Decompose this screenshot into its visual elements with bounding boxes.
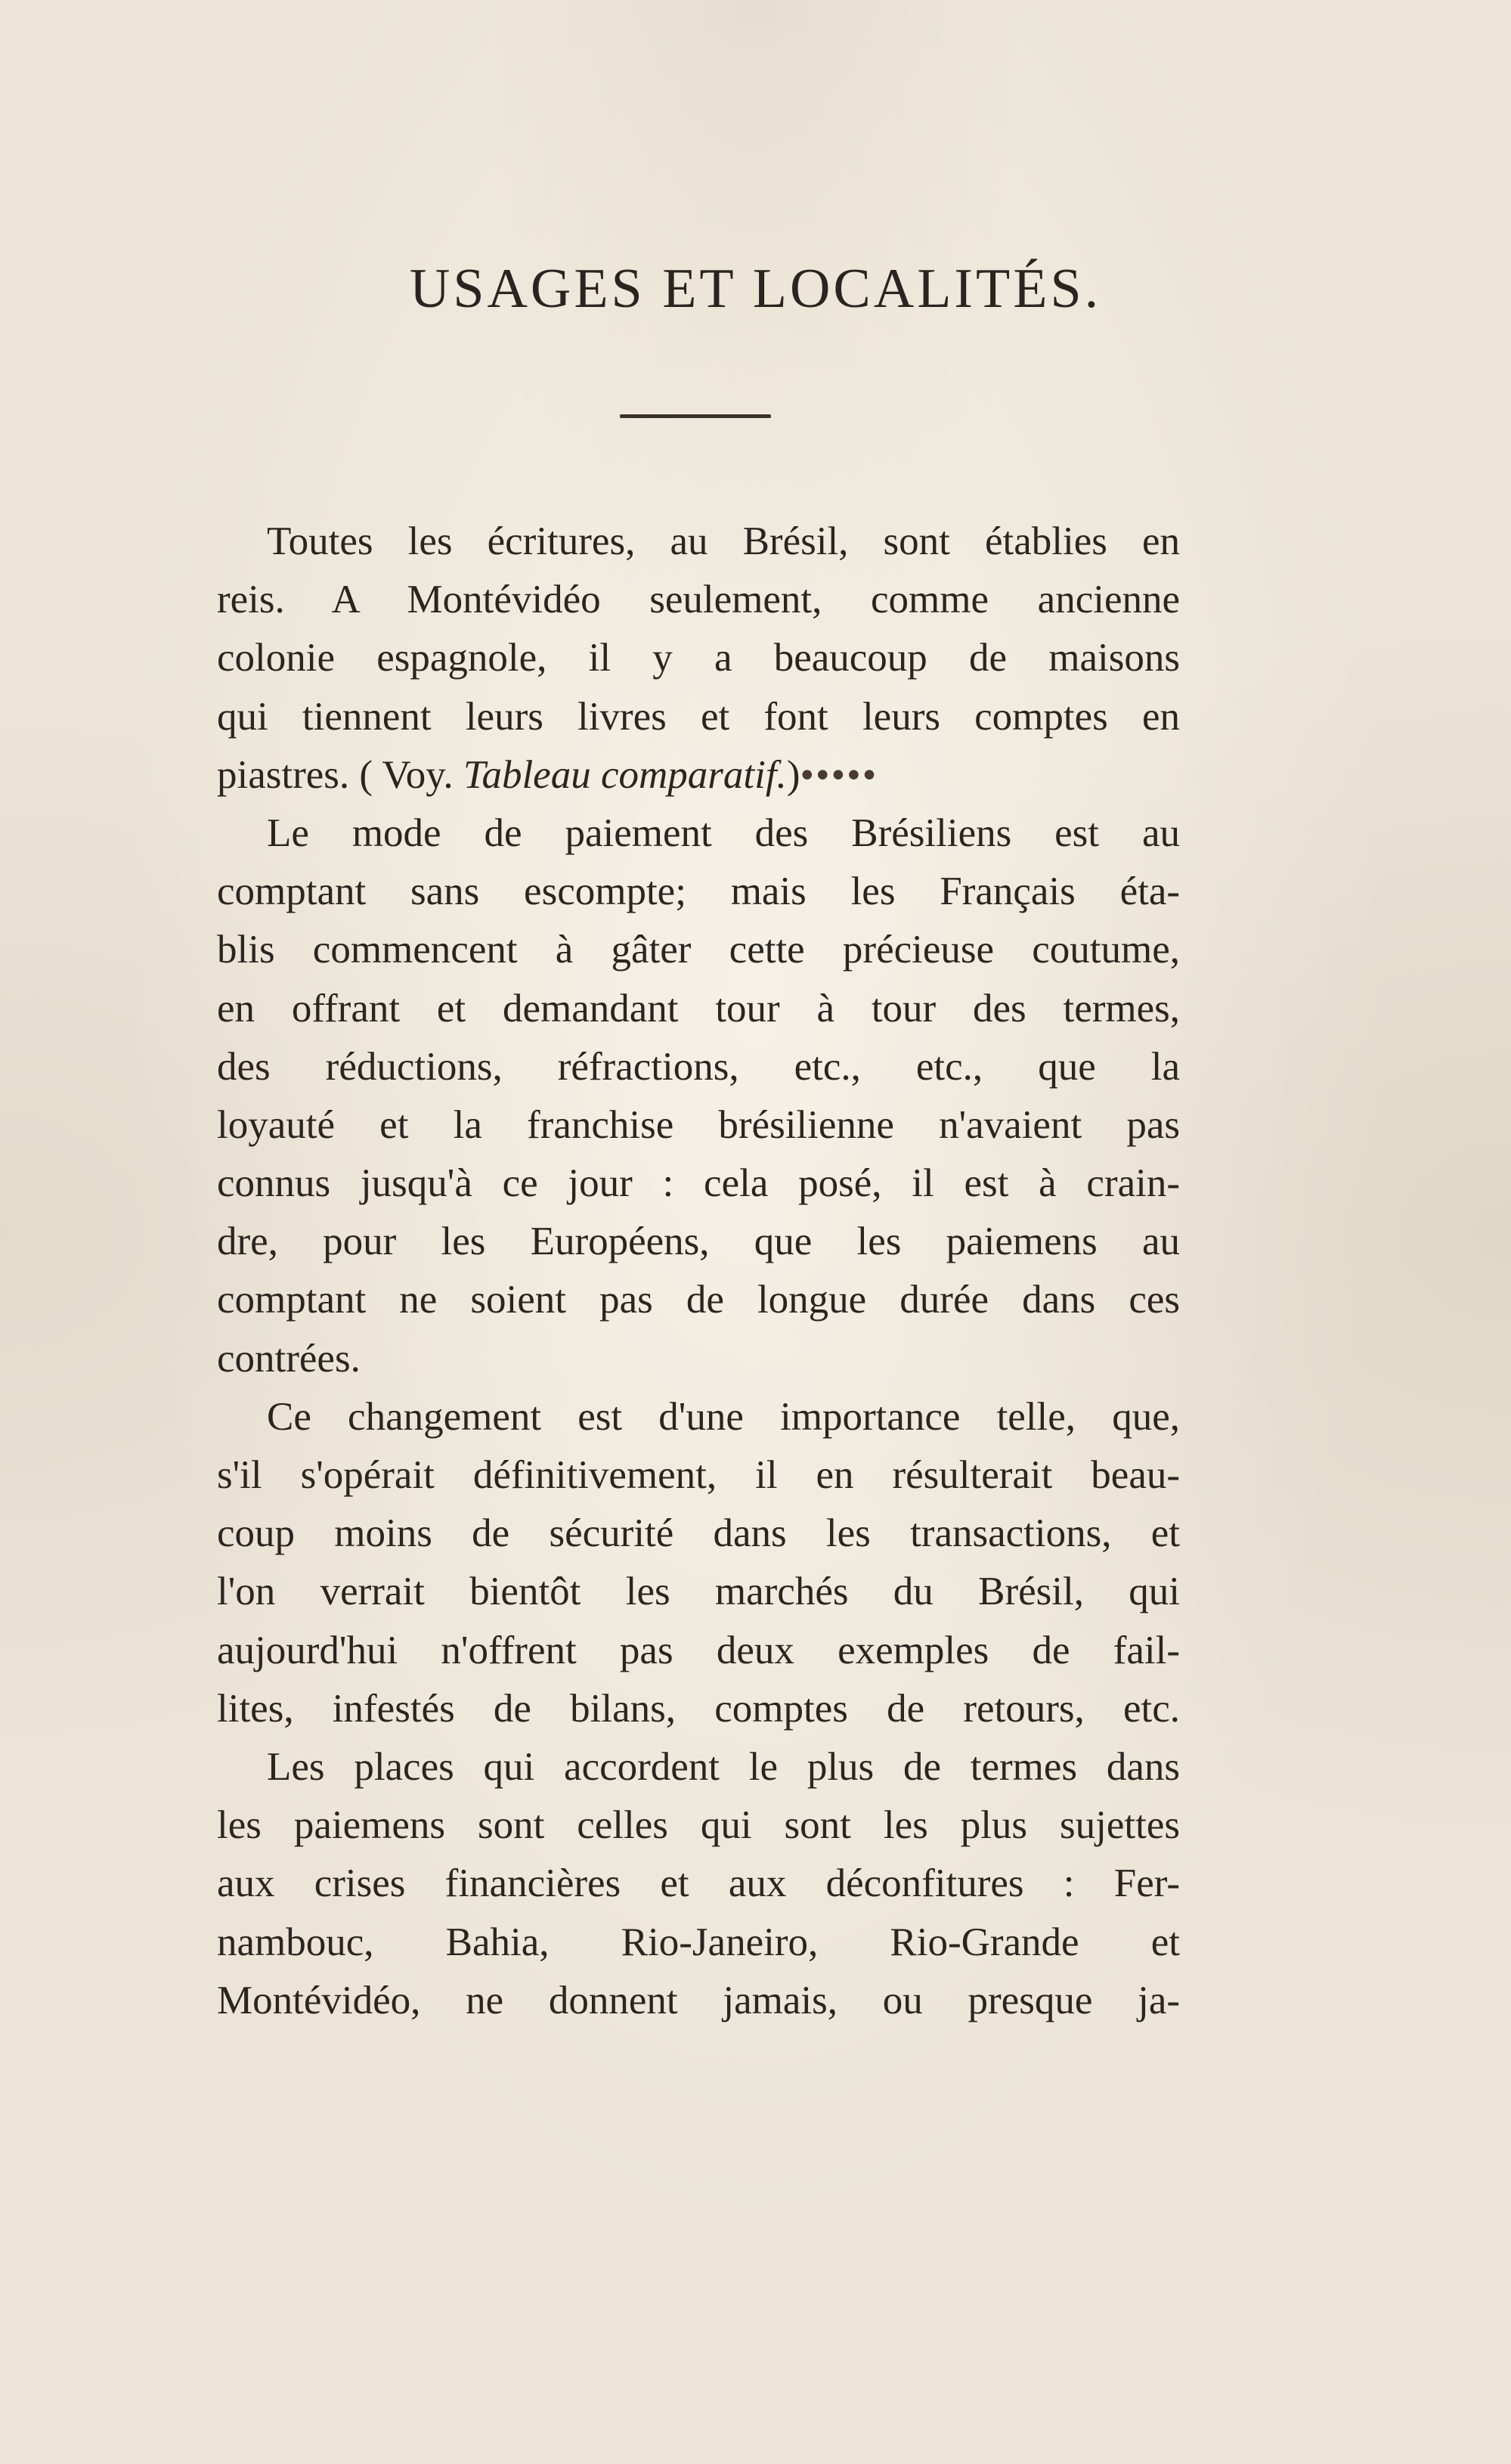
- text-line: aux crises financières et aux déconfitures : Fer-: [217, 1861, 1180, 1906]
- text-line: l'on verrait bientôt les marchés du Brésil, qui: [217, 1570, 1180, 1614]
- text-line: s'il s'opérait définitivement, il en résulterait beau-: [217, 1453, 1180, 1497]
- text-line: contrées.: [217, 1336, 361, 1381]
- ink-smudge: •••••: [800, 752, 878, 797]
- text-line: loyauté et la franchise brésilienne n'avaient pas: [217, 1102, 1180, 1147]
- text-line: aujourd'hui n'offrent pas deux exemples de fail-: [217, 1628, 1180, 1672]
- text-line: nambouc, Bahia, Rio-Janeiro, Rio-Grande et: [217, 1920, 1180, 1964]
- text-line: coup moins de sécurité dans les transactions, et: [217, 1511, 1180, 1556]
- text-line-reference: [217, 746, 1180, 804]
- text-line: en offrant et demandant tour à tour des termes,: [217, 986, 1180, 1031]
- text-line: Ce changement est d'une importance telle, que,: [267, 1394, 1180, 1439]
- text-line: Toutes les écritures, au Brésil, sont établies en: [267, 519, 1180, 563]
- text-line: lites, infestés de bilans, comptes de retours, etc.: [217, 1686, 1180, 1731]
- chapter-title: USAGES ET LOCALITÉS.: [409, 258, 1102, 320]
- table-reference: Tableau comparatif.: [463, 752, 787, 797]
- reference-prefix: piastres. ( Voy.: [217, 752, 463, 797]
- text-line: Les places qui accordent le plus de termes dans: [267, 1744, 1180, 1789]
- text-line: blis commencent à gâter cette précieuse coutume,: [217, 928, 1180, 972]
- text-line: dre, pour les Européens, que les paiemens au: [217, 1220, 1180, 1264]
- text-line: comptant ne soient pas de longue durée dans ces: [217, 1278, 1180, 1322]
- title-rule: [620, 414, 771, 418]
- text-line: Montévidéo, ne donnent jamais, ou presque ja-: [217, 1978, 1180, 2022]
- text-line: comptant sans escompte; mais les Français éta-: [217, 869, 1180, 914]
- text-line: les paiemens sont celles qui sont les plus sujettes: [217, 1803, 1180, 1848]
- text-line: reis. A Montévidéo seulement, comme ancienne: [217, 578, 1180, 622]
- text-line: connus jusqu'à ce jour : cela posé, il est à crain-: [217, 1161, 1180, 1206]
- reference-close: ): [786, 752, 800, 797]
- text-line: qui tiennent leurs livres et font leurs comptes en: [217, 694, 1180, 739]
- body-text: [217, 513, 1180, 2030]
- text-line: des réductions, réfractions, etc., etc., que la: [217, 1044, 1180, 1089]
- text-line: Le mode de paiement des Brésiliens est au: [267, 810, 1180, 855]
- text-line: colonie espagnole, il y a beaucoup de maisons: [217, 636, 1180, 680]
